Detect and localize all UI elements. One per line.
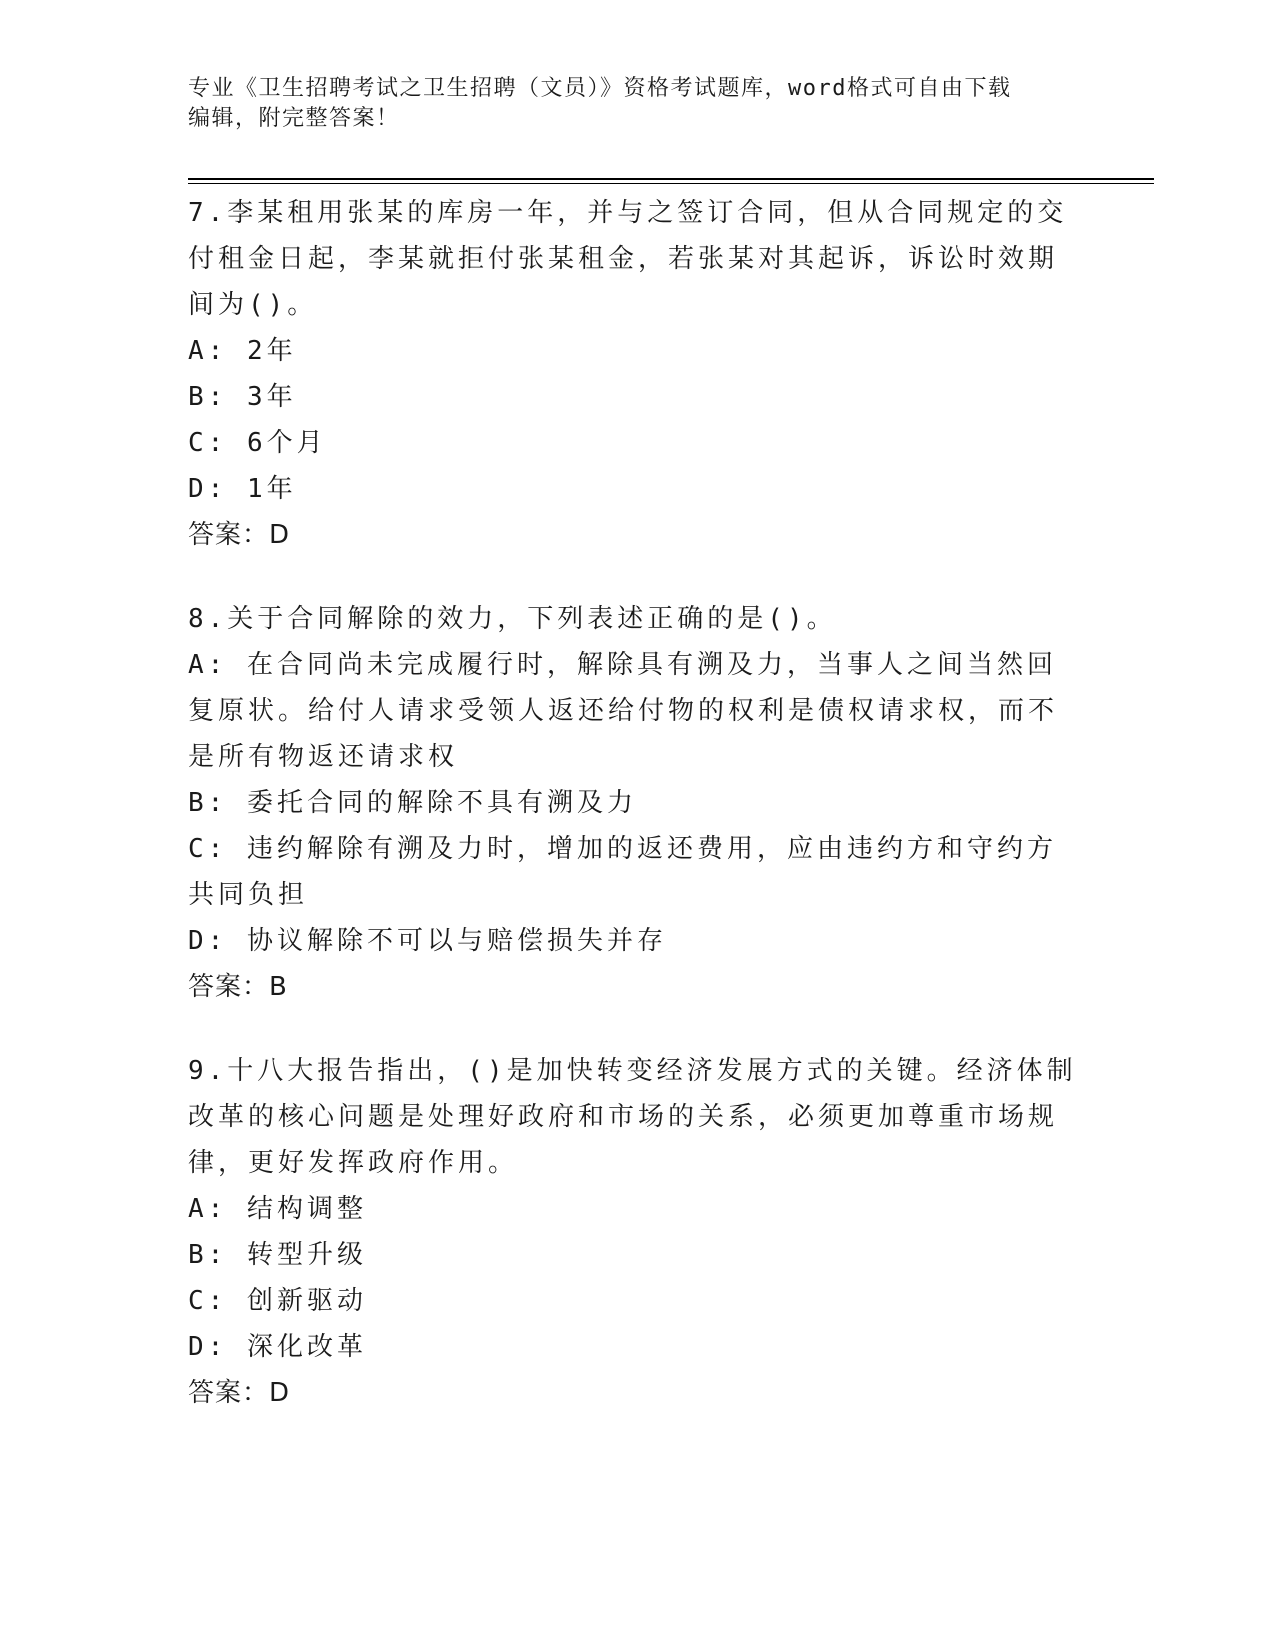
question-7 xyxy=(188,190,1078,558)
question-list xyxy=(188,190,1078,1454)
answer-label: 答案：D xyxy=(188,520,291,550)
question-9 xyxy=(188,1048,1078,1416)
option-b: B: 委托合同的解除不具有溯及力 xyxy=(188,788,637,818)
question-8 xyxy=(188,596,1078,1010)
answer-label: 答案：D xyxy=(188,1378,291,1408)
option-c: C: 违约解除有溯及力时，增加的返还费用，应由违约方和守约方共同负担 xyxy=(188,834,1057,910)
header-line-1: 专业《卫生招聘考试之卫生招聘（文员）》资格考试题库，word格式可自由下载 xyxy=(188,76,1012,101)
option-b: B: 转型升级 xyxy=(188,1240,367,1270)
document-header xyxy=(188,74,1088,134)
header-line-2: 编辑，附完整答案！ xyxy=(188,106,400,131)
option-a: A: 在合同尚未完成履行时，解除具有溯及力，当事人之间当然回复原状。给付人请求受领人返还给付物的权利是债权请求权，而不是所有物返还请求权 xyxy=(188,650,1059,772)
option-a: A: 2年 xyxy=(188,336,297,366)
header-divider-thin xyxy=(188,183,1154,184)
option-d: D: 深化改革 xyxy=(188,1332,367,1362)
question-text: 7.李某租用张某的库房一年，并与之签订合同，但从合同规定的交付租金日起，李某就拒付张某租金，若张某对其起诉，诉讼时效期间为()。 xyxy=(188,198,1068,320)
option-d: D: 协议解除不可以与赔偿损失并存 xyxy=(188,926,667,956)
option-c: C: 创新驱动 xyxy=(188,1286,367,1316)
option-c: C: 6个月 xyxy=(188,428,327,458)
option-d: D: 1年 xyxy=(188,474,297,504)
question-text: 8.关于合同解除的效力，下列表述正确的是()。 xyxy=(188,604,837,634)
answer-label: 答案：B xyxy=(188,972,288,1002)
option-b: B: 3年 xyxy=(188,382,297,412)
header-divider-thick xyxy=(188,178,1154,180)
question-text: 9.十八大报告指出，()是加快转变经济发展方式的关键。经济体制改革的核心问题是处理好政府和市场的关系，必须更加尊重市场规律，更好发挥政府作用。 xyxy=(188,1056,1077,1178)
option-a: A: 结构调整 xyxy=(188,1194,367,1224)
